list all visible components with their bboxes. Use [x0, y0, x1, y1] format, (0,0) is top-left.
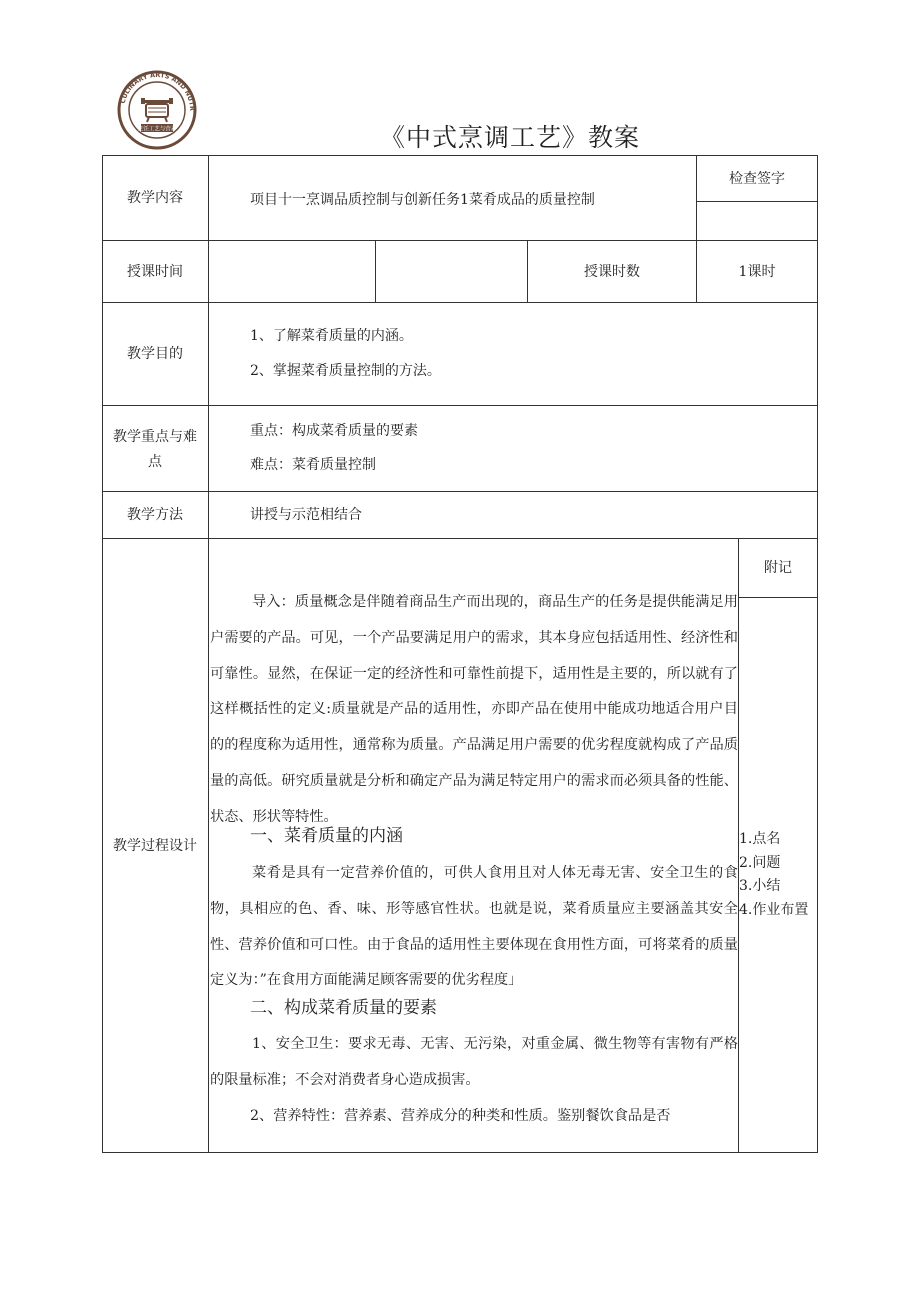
method-value: 讲授与示范相结合: [250, 507, 362, 523]
section1-heading: 一、菜肴质量的内涵: [250, 826, 403, 846]
objective-item: 1、了解菜肴质量的内涵。: [250, 328, 413, 344]
notes-item: 2.问题: [739, 854, 781, 871]
intro-paragraph: 导入：质量概念是伴随着商品生产而出现的，商品生产的任务是提供能满足用户需要的产品。可见，一个产品要满足用户的需求，其本身应包括适用性、经济性和可靠性。显然，在保证一定的经济性和可靠性前提下，适用性是主要的，所以就有了这样概括性的定义:质量就是产品的适用性，亦即产品在使用中能成功地适合用户目的的程度称为适用性，通常称为质量。产品满足用户需要的优劣程度就构成了产品质量的高低。研究质量就是分析和确定产品为满足特定用户的需求而必须具备的性能、状态、形状等特性。: [210, 594, 738, 825]
check-signature-field[interactable]: [697, 202, 817, 240]
notes-item: 1.点名: [739, 831, 781, 847]
check-signature-label: 检查签字: [729, 171, 785, 187]
requirement-item: 2、营养特性：营养素、营养成分的种类和性质。鉴别餐饮食品是否: [250, 1108, 671, 1124]
notes-item: 3.小结: [739, 878, 781, 894]
page-title: 《中式烹调工艺》教案: [379, 123, 640, 152]
svg-text:CULINARY ARTS AND NUTRITION: CULINARY ARTS AND NUTR: [118, 70, 197, 112]
section1-body: [210, 856, 738, 999]
teaching-hours-label: 授课时数: [584, 264, 640, 280]
section1-paragraph: 菜肴是具有一定营养价值的，可供人食用且对人体无毒无害、安全卫生的食物，具相应的色、香、味、形等感官性状。也就是说，菜肴质量应主要涵盖其安全性、营养价值和可口性。由于食品的适用性主要体现在食用性方面，可将菜肴的质量定义为：”在食用方面能满足顾客需要的优劣程度」: [210, 865, 738, 989]
teaching-time-extra-field[interactable]: [376, 241, 527, 302]
objective-item: 2、掌握菜肴质量控制的方法。: [250, 363, 441, 379]
teaching-time-label: 授课时间: [127, 264, 183, 280]
section2-heading: 二、构成菜肴质量的要素: [250, 998, 437, 1018]
method-label: 教学方法: [127, 507, 183, 523]
content-label: 教学内容: [127, 190, 183, 206]
key-points-label-line2: 点: [148, 454, 162, 470]
teaching-hours-value: 1课时: [738, 264, 776, 280]
process-label: 教学过程设计: [113, 838, 197, 854]
process-intro: [210, 585, 738, 836]
key-point: 重点：构成菜肴质量的要素: [250, 423, 418, 439]
objectives-label: 教学目的: [127, 346, 183, 362]
notes-item: 4.作业布置: [739, 901, 809, 918]
notes-list: [739, 828, 808, 922]
svg-text:烹饪工艺与营养: 烹饪工艺与营养: [137, 126, 177, 133]
notes-label: 附记: [764, 560, 792, 576]
content-value: 项目十一烹调品质控制与创新任务1菜肴成品的质量控制: [250, 192, 595, 208]
teaching-time-field[interactable]: [209, 241, 375, 302]
section2-item1: [210, 1027, 738, 1099]
key-points-label-line1: 教学重点与难: [113, 429, 197, 445]
difficulty-point: 难点：菜肴质量控制: [250, 457, 376, 473]
requirement-item: 1、安全卫生：要求无毒、无害、无污染，对重金属、微生物等有害物有严格的限量标准；不会对消费者身心造成损害。: [210, 1036, 738, 1088]
